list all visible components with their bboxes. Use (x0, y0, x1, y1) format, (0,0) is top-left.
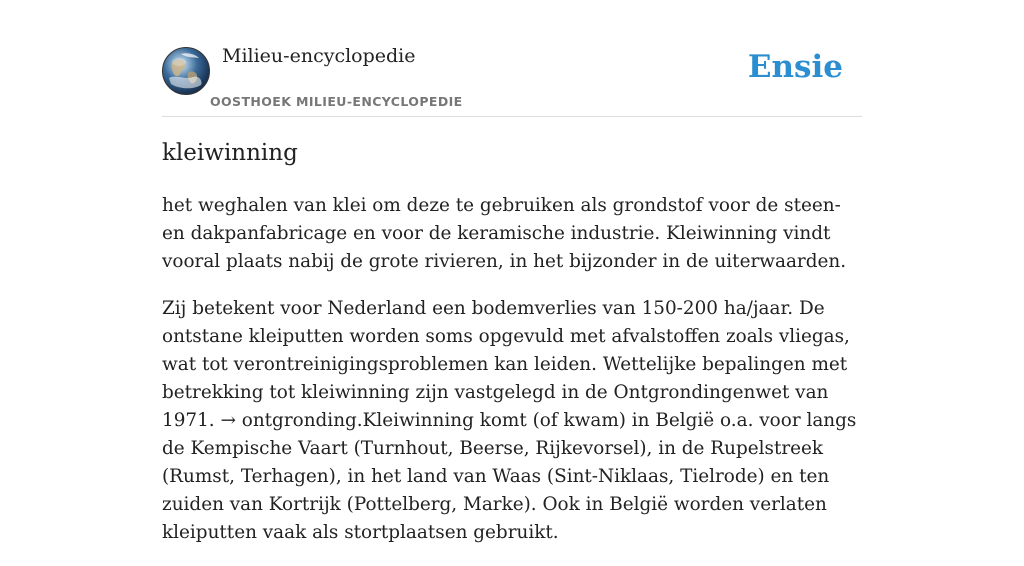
page (162, 0, 862, 543)
entry-definition (162, 192, 864, 566)
site-title[interactable]: Milieu-encyclopedie (222, 45, 416, 67)
earth-globe-icon[interactable] (162, 47, 210, 95)
site-header (162, 0, 862, 117)
site-subtitle[interactable]: OOSTHOEK MILIEU-ENCYCLOPEDIE (210, 94, 463, 109)
definition-paragraph-1: het weghalen van klei om deze te gebruiken als grondstof voor de steen- en dakpanfabricage en voor de keramische industrie. Kleiwinning vindt vooral plaats nabij de grote rivieren, in het bijzonder in de uiterwaarden. (162, 195, 847, 272)
ensie-logo-link[interactable]: Ensie (747, 49, 843, 85)
entry-title: kleiwinning (162, 140, 298, 166)
definition-paragraph-2: Zij betekent voor Nederland een bodemverlies van 150-200 ha/jaar. De ontstane kleiputten worden soms opgevuld met afvalstoffen zoals vliegas, wat tot verontreinigingsproblemen kan leiden. Wettelijke bepalingen met betrekking tot kleiwinning zijn vastgelegd in de Ontgrondingenwet van 1971. → ontgronding.Kleiwinning komt (of kwam) in België o.a. voor langs de Kempische Vaart (Turnhout, Beerse, Rijkevorsel), in de Rupelstreek (Rumst, Terhagen), in het land van Waas (Sint-Niklaas, Tielrode) en ten zuiden van Kortrijk (Pottelberg, Marke). Ook in België worden verlaten kleiputten vaak als stortplaatsen gebruikt. (162, 298, 857, 543)
